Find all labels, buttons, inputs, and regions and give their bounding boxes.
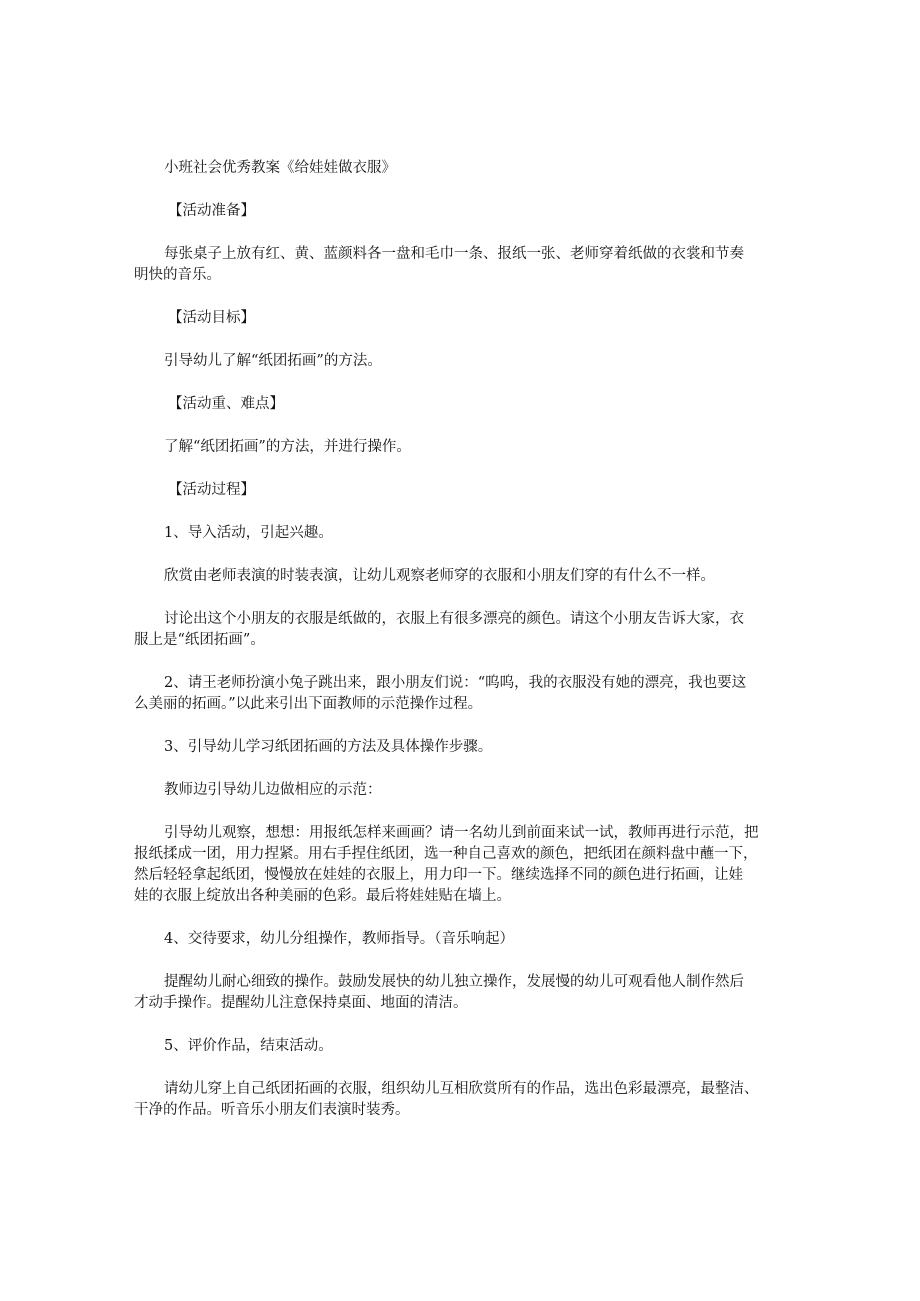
text-line: 1、导入活动，引起兴趣。 <box>164 525 333 541</box>
body-paragraph <box>134 1079 800 1121</box>
body-paragraph <box>134 609 800 651</box>
text-line: 3、引导幼儿学习纸团拓画的方法及具体操作步骤。 <box>164 739 493 755</box>
text-line: 干净的作品。听音乐小朋友们表演时装秀。 <box>134 1102 410 1118</box>
text-line: 么美丽的拓画。”以此来引出下面教师的示范操作过程。 <box>134 696 483 712</box>
text-line: 引导幼儿观察，想想：用报纸怎样来画画？请一名幼儿到前面来试一试，教师再进行示范，把 <box>164 825 759 841</box>
text-line: 讨论出这个小朋友的衣服是纸做的，衣服上有很多漂亮的颜色。请这个小朋友告诉大家，衣 <box>164 611 744 627</box>
body-paragraph <box>164 566 800 587</box>
text-line: 明快的音乐。 <box>134 267 221 283</box>
body-paragraph <box>134 972 800 1014</box>
section-heading <box>164 394 800 415</box>
text-line: 2、请王老师扮演小兔子跳出来，跟小朋友们说：“呜呜，我的衣服没有她的漂亮，我也要这 <box>164 675 747 691</box>
body-paragraph <box>134 823 800 907</box>
section-heading <box>164 201 800 222</box>
text-line: 然后轻轻拿起纸团，慢慢放在娃娃的衣服上，用力印一下。继续选择不同的颜色进行拓画，让娃 <box>134 867 743 883</box>
text-line: 【活动目标】 <box>168 310 255 326</box>
text-line: 报纸揉成一团，用力捏紧。用右手捏住纸团，选一种自己喜欢的颜色，把纸团在颜料盘中蘸一下， <box>134 846 758 862</box>
body-paragraph <box>164 929 800 950</box>
body-paragraph <box>164 737 800 758</box>
text-line: 教师边引导幼儿边做相应的示范： <box>164 782 382 798</box>
text-line: 才动手操作。提醒幼儿注意保持桌面、地面的清洁。 <box>134 995 468 1011</box>
section-heading <box>164 308 800 329</box>
body-paragraph <box>134 673 800 715</box>
document-body <box>134 158 800 1143</box>
body-paragraph <box>164 780 800 801</box>
text-line: 引导幼儿了解“纸团拓画”的方法。 <box>164 353 382 369</box>
text-line: 每张桌子上放有红、黄、蓝颜料各一盘和毛巾一条、报纸一张、老师穿着纸做的衣裳和节奏 <box>164 246 744 262</box>
text-line: 欣赏由老师表演的时装表演，让幼儿观察老师穿的衣服和小朋友们穿的有什么不一样。 <box>164 568 715 584</box>
text-line: 娃的衣服上绽放出各种美丽的色彩。最后将娃娃贴在墙上。 <box>134 888 511 904</box>
document-title: 小班社会优秀教案《给娃娃做衣服》 <box>164 160 396 176</box>
text-line: 提醒幼儿耐心细致的操作。鼓励发展快的幼儿独立操作，发展慢的幼儿可观看他人制作然后 <box>164 974 744 990</box>
text-line: 【活动过程】 <box>168 482 255 498</box>
text-line: 服上是“纸团拓画”。 <box>134 632 265 648</box>
body-paragraph <box>164 437 800 458</box>
section-heading <box>164 480 800 501</box>
text-line: 【活动准备】 <box>168 203 255 219</box>
text-line: 了解“纸团拓画”的方法，并进行操作。 <box>164 439 411 455</box>
body-paragraph <box>164 523 800 544</box>
text-line: 4、交待要求，幼儿分组操作，教师指导。（音乐响起） <box>164 931 514 947</box>
text-line: 请幼儿穿上自己纸团拓画的衣服，组织幼儿互相欣赏所有的作品，选出色彩最漂亮，最整洁、 <box>164 1081 759 1097</box>
body-paragraph <box>134 244 800 286</box>
body-paragraph <box>164 351 800 372</box>
text-line: 【活动重、难点】 <box>168 396 284 412</box>
body-paragraph <box>164 1036 800 1057</box>
text-line: 5、评价作品，结束活动。 <box>164 1038 333 1054</box>
